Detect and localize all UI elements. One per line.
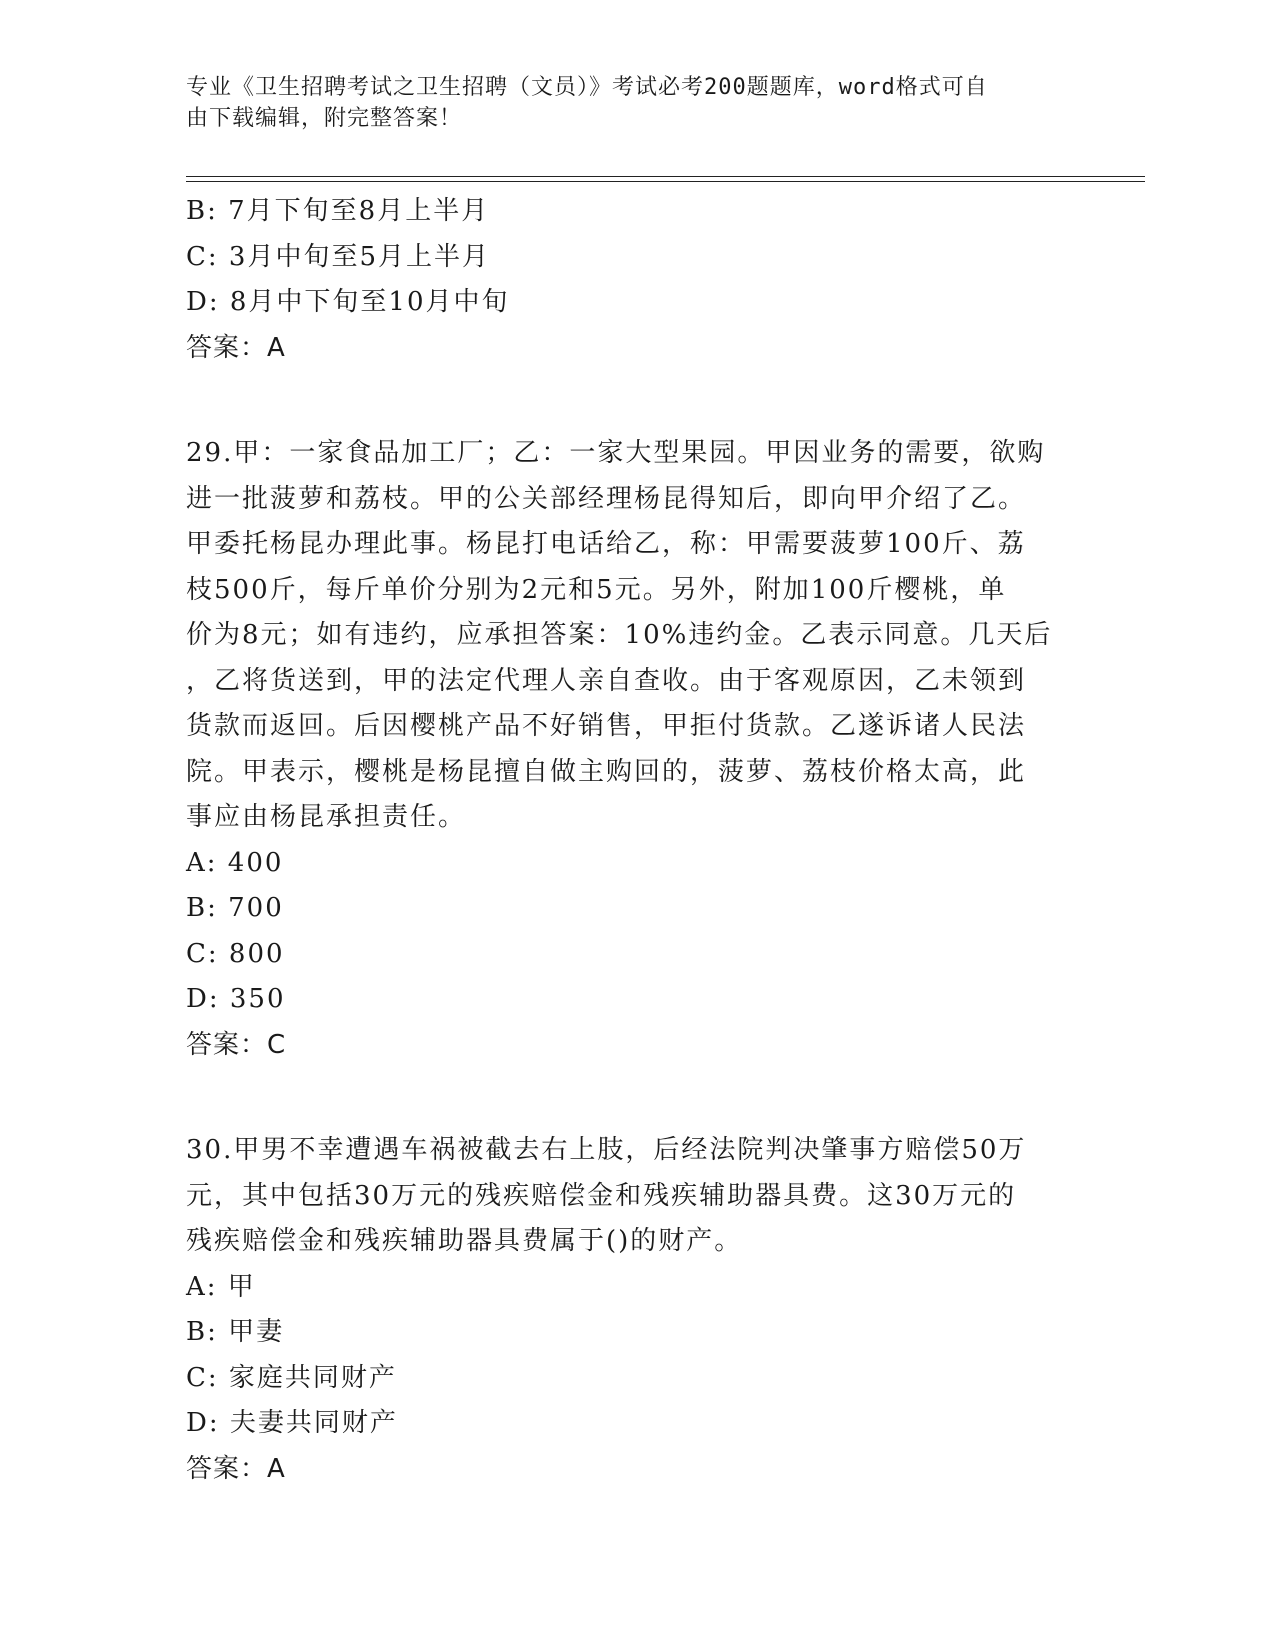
stem-line: ，乙将货送到，甲的法定代理人亲自查收。由于客观原因，乙未领到 <box>186 665 1027 696</box>
option-d: D: 8月中下旬至10月中旬 <box>186 287 510 317</box>
header-divider-bottom <box>186 181 1145 182</box>
stem-line: 进一批菠萝和荔枝。甲的公关部经理杨昆得知后，即向甲介绍了乙。 <box>186 483 1027 514</box>
question-29-options <box>186 841 1076 1023</box>
option-b: B: 甲妻 <box>186 1317 285 1347</box>
answer-30: 答案：A <box>186 1453 286 1484</box>
option-a: A: 400 <box>186 847 284 878</box>
option-b: B: 7月下旬至8月上半月 <box>186 196 490 226</box>
document-body <box>186 189 1076 1492</box>
stem-line: 残疾赔偿金和残疾辅助器具费属于()的财产。 <box>186 1226 743 1256</box>
question-30-stem <box>186 1128 1066 1265</box>
option-d: D: 350 <box>186 984 286 1014</box>
stem-line: 枝500斤，每斤单价分别为2元和5元。另外，附加100斤樱桃，单 <box>186 574 1007 605</box>
stem-line: 价为8元；如有违约，应承担答案：10%违约金。乙表示同意。几天后 <box>186 620 1053 650</box>
stem-line: 元，其中包括30万元的残疾赔偿金和残疾辅助器具费。这30万元的 <box>186 1180 1017 1211</box>
stem-line: 29.甲：一家食品加工厂；乙：一家大型果园。甲因业务的需要，欲购 <box>186 438 1046 468</box>
question-30 <box>186 1128 1076 1492</box>
question-28-options <box>186 189 1076 326</box>
option-c: C: 家庭共同财产 <box>186 1362 397 1393</box>
option-a: A: 甲 <box>186 1271 256 1302</box>
stem-line: 院。甲表示，樱桃是杨昆擅自做主购回的，菠萝、荔枝价格太高，此 <box>186 756 1027 787</box>
stem-line: 事应由杨昆承担责任。 <box>186 802 467 832</box>
stem-line: 货款而返回。后因樱桃产品不好销售，甲拒付货款。乙遂诉诸人民法 <box>186 711 1027 741</box>
question-30-options <box>186 1265 1076 1447</box>
header-divider-top <box>186 176 1145 177</box>
question-29 <box>186 431 1076 1068</box>
option-c: C: 3月中旬至5月上半月 <box>186 241 491 272</box>
option-c: C: 800 <box>186 938 285 969</box>
spacer <box>186 1068 1076 1128</box>
answer-29: 答案：C <box>186 1029 287 1060</box>
spacer <box>186 371 1076 431</box>
option-b: B: 700 <box>186 893 284 923</box>
question-29-stem <box>186 431 1066 841</box>
header-title-line-1: 专业《卫生招聘考试之卫生招聘（文员）》考试必考200题题库，word格式可自 <box>186 75 988 100</box>
stem-line: 甲委托杨昆办理此事。杨昆打电话给乙，称：甲需要菠萝100斤、荔 <box>186 529 1026 559</box>
answer-28: 答案：A <box>186 332 286 363</box>
document-header <box>186 72 1066 134</box>
stem-line: 30.甲男不幸遭遇车祸被截去右上肢，后经法院判决肇事方赔偿50万 <box>186 1135 1027 1165</box>
header-title-line-2: 由下载编辑，附完整答案！ <box>186 106 463 131</box>
option-d: D: 夫妻共同财产 <box>186 1408 398 1438</box>
